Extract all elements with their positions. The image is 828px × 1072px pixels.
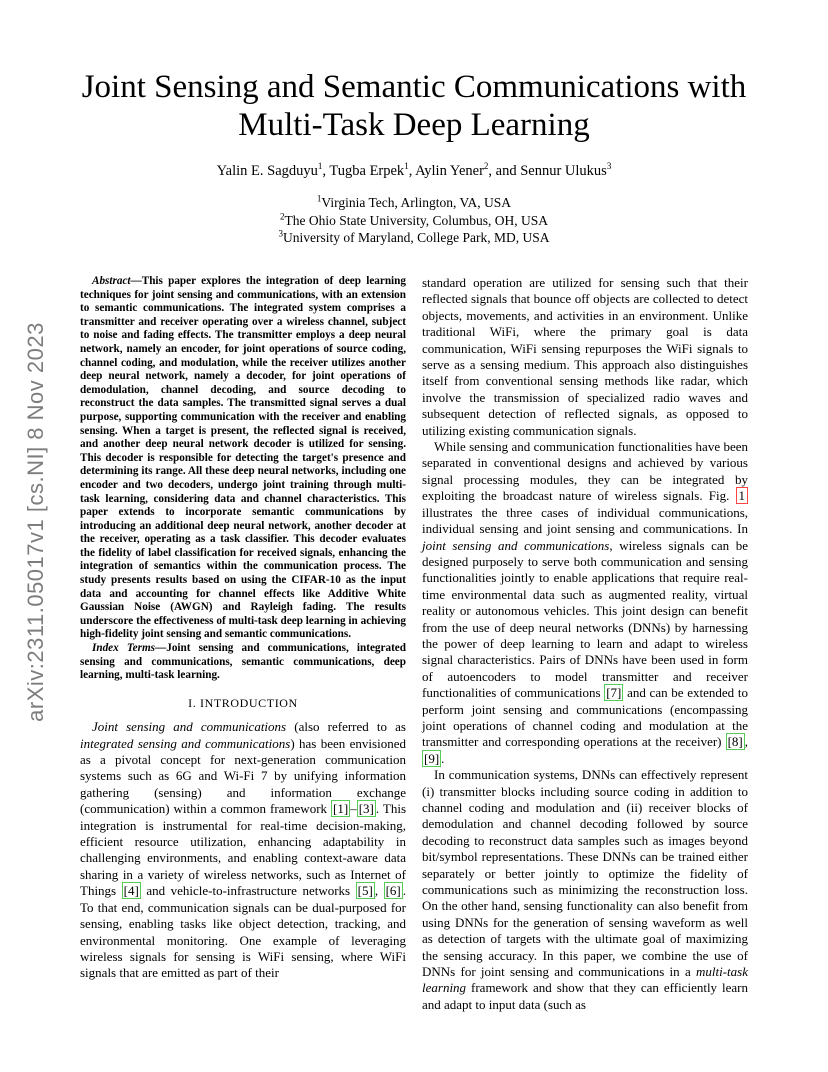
abstract: [80, 275, 406, 642]
affiliation-text: University of Maryland, College Park, MD, USA: [282, 230, 550, 245]
citation-link[interactable]: [9]: [424, 750, 440, 766]
author-name: Aylin Yener: [415, 163, 484, 179]
author-name: Tugba Erpek: [329, 163, 405, 179]
author-list: Yalin E. Sagduyu$^1$, Tugba Erpek$^1$, Aylin Yener$^2$, and Sennur Ulukus$^3$: [216, 161, 612, 179]
citation-link[interactable]: [3]: [358, 801, 374, 817]
paper-title: [60, 68, 768, 144]
index-terms-text: —Joint sensing and communications, integrated sensing and communications, semantic communications, deep learning, multi-task learning.: [80, 642, 406, 682]
citation-link[interactable]: [7]: [606, 685, 622, 701]
abstract-label: Abstract: [92, 275, 131, 287]
body-paragraph: standard operation are utilized for sensing such that their reflected signals that bounce off objects are collected to detect objects, movements, and activities in an environment. Unlike traditional WiFi, where the primary goal is data communication, WiFi sensing repurposes the WiFi signals to serve as a sensing medium. This approach also distinguishes itself from conventional sensing methods like radar, which involve the transmission of specialized radio waves and subsequent detection of reflected signals, as opposed to utilizing existing communication signals.: [422, 275, 748, 438]
intro-paragraph: Joint sensing and communications (also referred to as integrated sensing and communications) has been envisioned as a pivotal concept for next-generation communication systems such as 6G and Wi-Fi 7 by unifying information gathering (sensing) and information exchange (communication) within a common framework [1] – [3] . This integration is instrumental for real-time decision-making, efficient resource utilization, enhancing adaptability in challenging environments, and enabling context-aware data sharing in a variety of wireless networks, such as Internet of Things [4] and vehicle-to-infrastructure networks [5] , [6] . To that end, communication signals can be dual-purposed for sensing, enabling tasks like object detection, tracking, and environmental monitoring. One example of leveraging wireless signals for sensing is WiFi sensing, where WiFi signals that are emitted as part of their: [80, 719, 406, 981]
title-line-1: Joint Sensing and Semantic Communications with: [81, 69, 747, 105]
body-paragraph: In communication systems, DNNs can effectively represent (i) transmitter blocks including source coding in addition to channel coding and modulation and (ii) receiver blocks of demodulation and channel decoding followed by source decoding to reconstruct data samples such as images beyond bit/symbol representations. These DNNs can be trained either separately or better jointly to optimize the fidelity of communications such as minimizing the reconstruction loss. On the other hand, sensing functionality can also benefit from using DNNs for the generation of sensing waveform as well as detection of targets with the ultimate goal of maximizing the sensing accuracy. In this paper, we combine the use of DNNs for joint sensing and communications in a multi-task learning framework and show that they can efficiently learn and adapt to input data (such as: [422, 767, 748, 1012]
index-terms-label: Index Terms: [92, 642, 156, 655]
index-terms: [80, 642, 406, 683]
citation-link[interactable]: [8]: [727, 734, 743, 750]
figure-link[interactable]: 1: [736, 487, 749, 504]
body-paragraph: While sensing and communication functionalities have been separated in conventional designs and achieved by various signal processing modules, they can be integrated by exploiting the broadcast nature of wireless signals. Fig. 1 illustrates the three cases of individual communications, individual sensing and joint sensing and communications. In joint sensing and communications, wireless signals can be designed purposely to serve both communication and sensing functionalities jointly to enable applications that require real-time environmental data such as augmented reality, virtual reality or autonomous vehicles. This joint design can benefit from the use of deep neural networks (DNNs) by harnessing the power of deep learning to learn and adapt to wireless signal characteristics. Pairs of DNNs have been used in form of autoencoders to model transmitter and receiver functionalities of communications [7] and can be extended to perform joint sensing and communications (encompassing joint operations of channel coding and modulation at the transmitter and corresponding operations at the receiver) [8] , [9] .: [422, 439, 748, 766]
affiliation-text: The Ohio State University, Columbus, OH, USA: [284, 212, 548, 228]
affiliation-mark: 2: [280, 211, 285, 221]
arxiv-identifier: [21, 292, 51, 752]
affiliation: [60, 229, 768, 247]
affiliation-mark: 1: [316, 193, 322, 204]
emphasis: joint sensing and communications: [422, 537, 610, 553]
citation-link[interactable]: [5]: [357, 883, 373, 899]
affiliation-list: [60, 194, 768, 247]
citation-link[interactable]: [1]: [333, 801, 349, 817]
section-heading: I. INTRODUCTION: [188, 695, 298, 710]
affiliation: [60, 194, 768, 212]
emphasis: Joint sensing and communications: [92, 719, 287, 735]
author-affil-mark: 3: [606, 161, 612, 172]
arxiv-id-text: arXiv:2311.05017v1 [cs.NI] 8 Nov 2023: [23, 322, 48, 722]
citation-link[interactable]: [6]: [385, 883, 401, 899]
author-affil-mark: 1: [317, 161, 323, 172]
affiliation: [60, 212, 768, 230]
right-column: [422, 275, 748, 1013]
author-name: Sennur Ulukus: [520, 163, 607, 179]
author-affil-mark: 1: [404, 161, 409, 172]
author-name: Yalin E. Sagduyu: [216, 163, 318, 179]
affiliation-text: Virginia Tech, Arlington, VA, USA: [321, 195, 512, 210]
affiliation-mark: 3: [278, 228, 283, 239]
emphasis: multi-task learning: [422, 964, 748, 996]
title-line-2: Multi-Task Deep Learning: [238, 107, 590, 143]
abstract-text: —This paper explores the integration of deep learning techniques for joint sensing and communications, with an extension to semantic communications. The integrated system comprises a transmitter and receiver operating over a wireless channel, subject to noise and fading effects. The transmitter employs a deep neural network, namely an encoder, for joint operations of source coding, channel coding, and modulation, while the receiver utilizes another deep neural network, namely a decoder, for joint operations of demodulation, channel decoding, and source decoding to reconstruct the data samples. The transmitted signal serves a dual purpose, supporting communication with the receiver and enabling sensing. When a target is present, the reflected signal is received, and another deep neural network decoder is utilized for sensing. This decoder is responsible for detecting the target's presence and determining its range. All these deep neural networks, including one encoder and two decoders, undergo joint training through multi-task learning, considering data and channel characteristics. This paper extends to incorporate semantic communications by introducing an additional deep neural network, another decoder at the receiver, operating as a task classifier. This decoder evaluates the fidelity of label classification for received signals, enhancing the integration of semantics within the communication process. The study presents results based on using the CIFAR-10 as the input data and accounting for channel effects like Additive White Gaussian Noise (AWGN) and Rayleigh fading. The results underscore the effectiveness of multi-task deep learning in achieving high-fidelity joint sensing and semantic communications.: [80, 275, 406, 641]
citation-link[interactable]: [4]: [123, 883, 139, 899]
emphasis: integrated sensing and communications: [80, 735, 291, 751]
left-column: [80, 275, 406, 982]
author-affil-mark: 2: [483, 161, 489, 172]
